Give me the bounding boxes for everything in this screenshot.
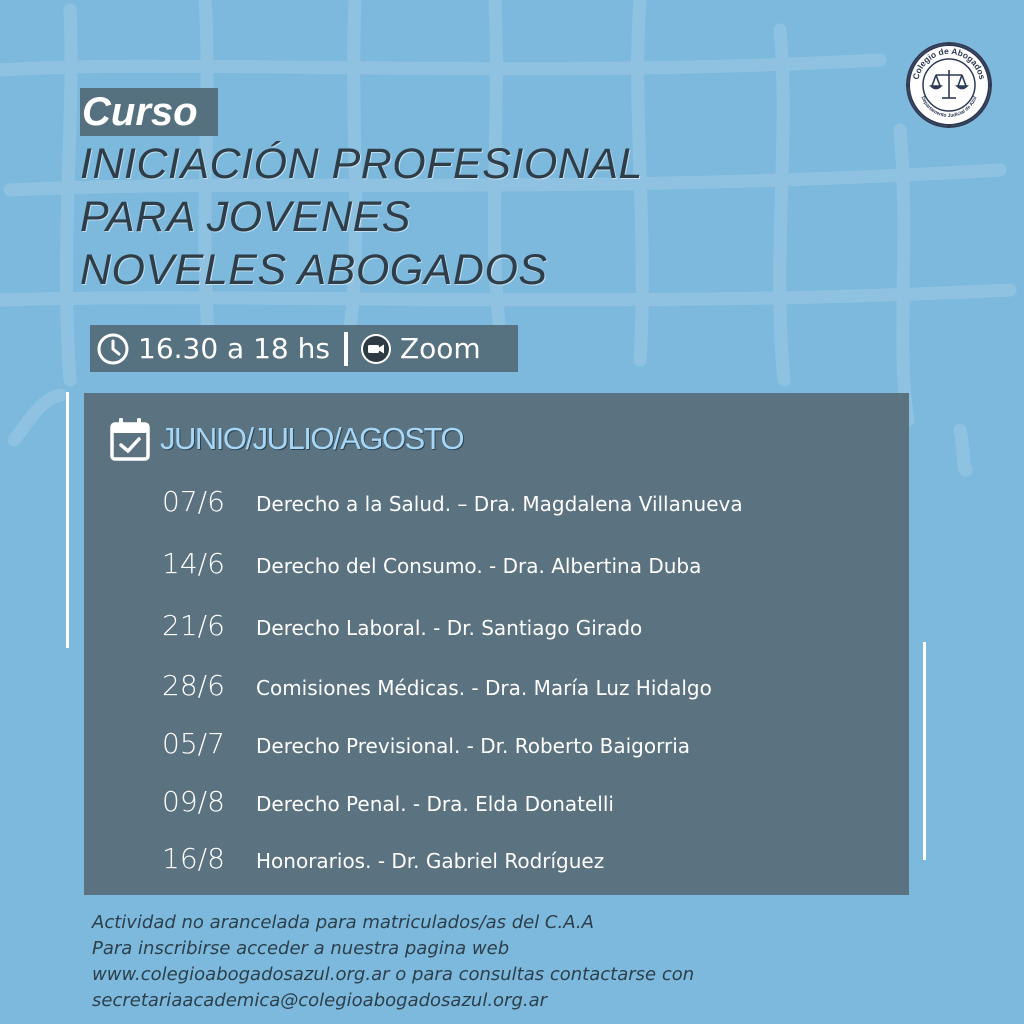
time-text: 16.30 a 18 hs [138, 332, 330, 365]
session-row [162, 669, 712, 702]
session-date: 14/6 [162, 547, 225, 580]
session-topic: Derecho Laboral. - Dr. Santiago Girado [256, 616, 643, 640]
session-topic: Honorarios. - Dr. Gabriel Rodríguez [256, 849, 605, 873]
decorative-line-left [66, 392, 69, 648]
session-date: 21/6 [162, 609, 225, 642]
session-row [162, 485, 743, 518]
footer-info [92, 910, 992, 1014]
platform-text: Zoom [399, 332, 481, 365]
session-row [162, 609, 642, 642]
colegio-abogados-logo [906, 42, 992, 128]
separator [344, 332, 348, 366]
session-date: 09/8 [162, 785, 225, 818]
clock-icon [96, 332, 130, 366]
schedule-info-bar [90, 325, 518, 372]
session-date: 05/7 [162, 727, 225, 760]
calendar-check-icon [110, 417, 150, 461]
course-title-block [80, 88, 643, 297]
course-label: Curso [80, 88, 218, 136]
logo-bottom-text: Departamento Judicial de Azul [919, 95, 979, 119]
video-camera-icon [360, 333, 392, 365]
footer-line-1: Actividad no arancelada para matriculados/as del C.A.A [92, 912, 594, 933]
session-topic: Derecho Penal. - Dra. Elda Donatelli [256, 792, 614, 816]
months-label: JUNIO/JULIO/AGOSTO [160, 421, 464, 456]
scales-of-justice-icon [906, 42, 992, 128]
course-title-line-2: PARA JOVENES [80, 193, 411, 241]
session-date: 28/6 [162, 669, 225, 702]
session-date: 16/8 [162, 842, 225, 875]
session-row [162, 842, 604, 875]
schedule-panel [84, 393, 909, 895]
session-topic: Comisiones Médicas. - Dra. María Luz Hidalgo [256, 676, 712, 700]
course-title-line-3: NOVELES ABOGADOS [80, 246, 548, 294]
session-topic: Derecho a la Salud. – Dra. Magdalena Villanueva [256, 492, 743, 516]
logo-top-text: Colegio de Abogados [910, 45, 988, 81]
footer-email: secretariaacademica@colegioabogadosazul.org.ar [92, 990, 548, 1011]
course-title-line-1: INICIACIÓN PROFESIONAL [80, 140, 643, 188]
session-row [162, 727, 690, 760]
session-row [162, 785, 614, 818]
months-header [110, 417, 463, 461]
session-topic: Derecho del Consumo. - Dra. Albertina Duba [256, 554, 702, 578]
session-date: 07/6 [162, 485, 225, 518]
footer-website-line: www.colegioabogadosazul.org.ar o para consultas contactarse con [92, 964, 695, 985]
decorative-line-right [923, 642, 926, 860]
session-row [162, 547, 701, 580]
session-topic: Derecho Previsional. - Dr. Roberto Baigorria [256, 734, 691, 758]
footer-line-2: Para inscribirse acceder a nuestra pagina web [92, 938, 510, 959]
